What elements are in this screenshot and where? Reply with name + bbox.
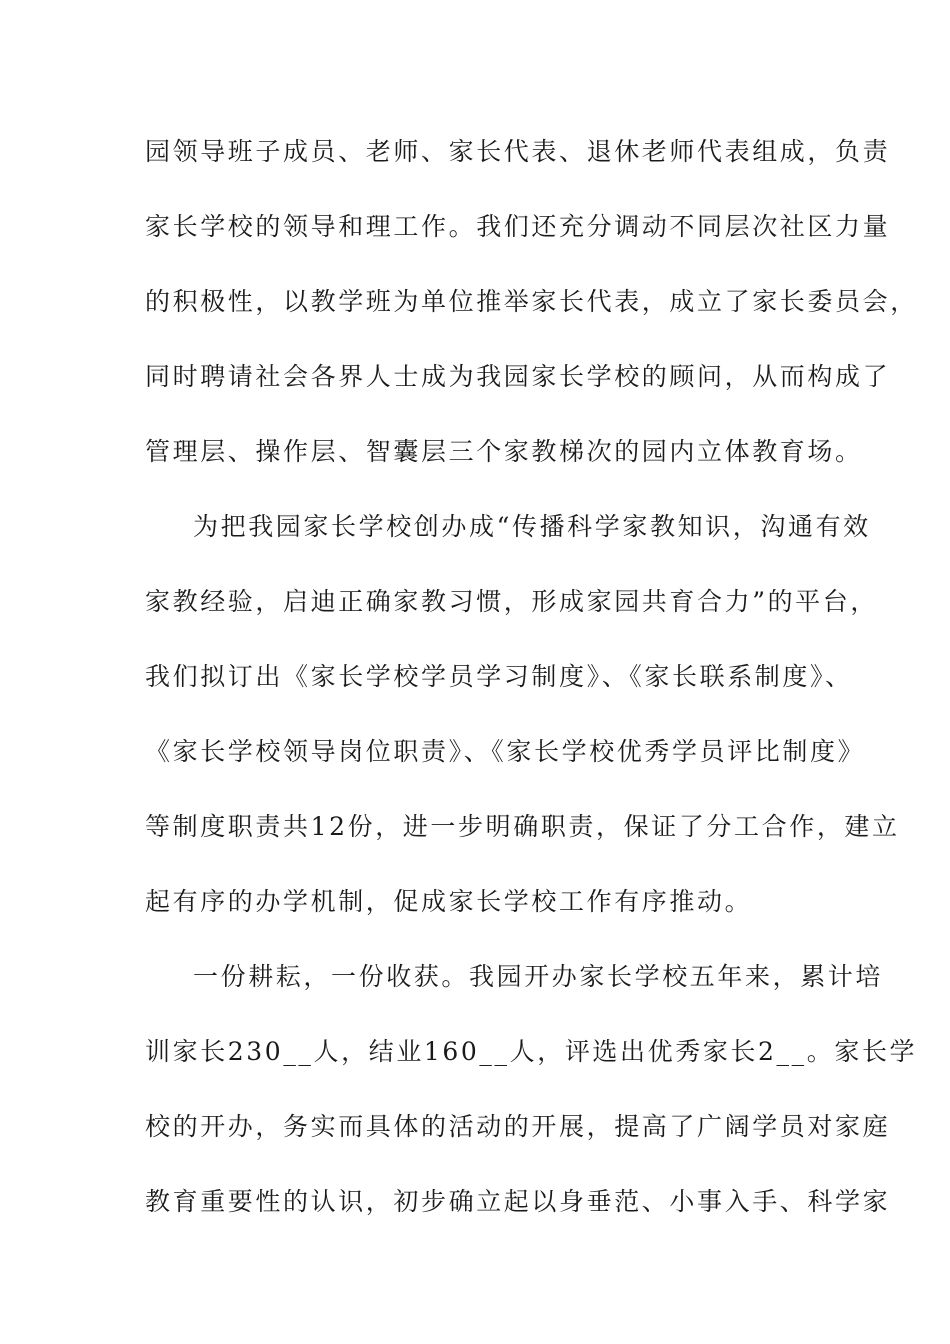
text-line: 同时聘请社会各界人士成为我园家长学校的顾问，从而构成了 (145, 362, 891, 391)
text-line: 管理层、操作层、智囊层三个家教梯次的园内立体教育场。 (145, 437, 863, 466)
text-line: 园领导班子成员、老师、家长代表、退休老师代表组成，负责 (145, 137, 891, 166)
text-line: 家长学校的领导和理工作。我们还充分调动不同层次社区力量 (145, 212, 891, 241)
text-line: 家教经验，启迪正确家教习惯，形成家园共育合力”的平台， (145, 587, 878, 616)
paragraph-start-line: 为把我园家长学校创办成“传播科学家教知识，沟通有效 (193, 512, 871, 541)
text-line: 的积极性，以教学班为单位推举家长代表，成立了家长委员会， (145, 287, 918, 316)
text-line: 《家长学校领导岗位职责》、《家长学校优秀学员评比制度》 (145, 737, 866, 766)
text-line: 教育重要性的认识，初步确立起以身垂范、小事入手、科学家 (145, 1187, 891, 1216)
text-line: 校的开办，务实而具体的活动的开展，提高了广阔学员对家庭 (145, 1112, 891, 1141)
text-line: 我们拟订出《家长学校学员学习制度》、《家长联系制度》、 (145, 662, 853, 691)
text-line: 等制度职责共12份，进一步明确职责，保证了分工合作，建立 (145, 812, 900, 841)
text-line: 起有序的办学机制，促成家长学校工作有序推动。 (145, 887, 753, 916)
paragraph-start-line: 一份耕耘，一份收获。我园开办家长学校五年来，累计培 (193, 962, 884, 991)
text-line: 训家长230__人，结业160__人，评选出优秀家长2__。家长学 (145, 1037, 918, 1066)
